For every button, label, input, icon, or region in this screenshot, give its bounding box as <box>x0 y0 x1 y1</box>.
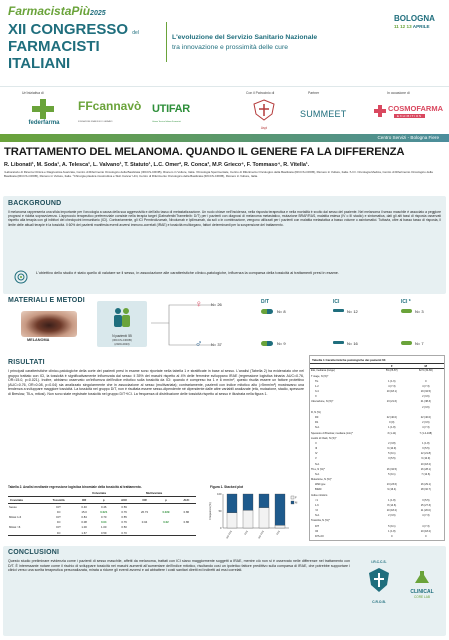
table1-caption: Tabella 1 Caratteristiche patologiche dei pazienti 63 <box>310 356 444 364</box>
table2-cell: ICI <box>56 530 61 535</box>
congress-line2: FARMACISTI <box>8 38 100 55</box>
table1-cell: 1 (1.8) <box>388 426 396 430</box>
utifar-text: UTIFAR <box>152 103 190 115</box>
cosmofarma-text: COSMOFARMA <box>388 104 443 113</box>
bar-F <box>227 513 237 528</box>
table2-cell <box>8 530 42 536</box>
table1-cell: 4 (7.3) <box>422 514 430 518</box>
table1-cell: 9 (16.4) <box>387 488 397 492</box>
table1-cell: Livello di Clark, N (%)* <box>311 436 337 440</box>
col-ici-star-header: ICI * <box>401 299 411 305</box>
table1-cell: 4 (7.3) <box>422 524 430 528</box>
table1-cell: 7 (1.4-108) <box>419 431 433 435</box>
bar-F <box>275 525 285 528</box>
bar-F <box>259 508 269 528</box>
figure1-chart <box>207 490 297 546</box>
table1-cell: 22 (40.0) <box>420 415 431 419</box>
table2-group-header <box>8 491 196 496</box>
x-tick-label: NO TOX <box>257 530 265 540</box>
congress-line1 <box>8 21 139 38</box>
table1-cell: 5 (9.1) <box>388 472 396 476</box>
multivariate-label: Multivariata <box>146 491 163 495</box>
table1-cell: Wild type <box>315 483 326 487</box>
n-upper: N= 26 <box>211 302 222 307</box>
table2-cell <box>177 530 196 536</box>
th-tossicita: Tossicità <box>52 498 65 502</box>
table1-cell: 1 (1.6) <box>388 379 396 383</box>
table1-cell: 10 (18.2) <box>386 509 397 513</box>
table1-cell: 59 (25-87) <box>385 369 398 373</box>
y-tick-label: 100 <box>217 493 222 496</box>
legend-label: F <box>295 495 297 500</box>
col-ici-header: ICI <box>333 299 340 305</box>
clinical-text: CLINICAL <box>410 589 434 595</box>
bar-M <box>259 494 269 508</box>
syringe-icon-1 <box>333 309 344 312</box>
table1-cell: 0 <box>425 379 427 383</box>
table1-cell: 16 (29.1) <box>420 483 431 487</box>
table1-cell: R1 <box>315 421 319 425</box>
table2-cell: 0.70 <box>101 514 107 519</box>
upper-ici-star: N= 3 <box>415 309 424 314</box>
table1-cell: 15 (27.3) <box>420 503 431 507</box>
table2-cell: D/T <box>56 514 61 519</box>
table1-cell: 3 (1-11) <box>387 431 397 435</box>
table1-cell: 0 <box>425 534 427 538</box>
table1-cell: Indice mitotico <box>311 493 328 497</box>
table1-cell: N.d. <box>315 426 320 430</box>
table2-cell: Mitosi 1-6 <box>9 514 22 519</box>
cosmofarma-cross-icon <box>374 105 386 117</box>
irccs-logo <box>361 560 397 630</box>
cosmofarma-sub: EXHIBITION <box>394 114 425 118</box>
table2-cell: Sesso <box>9 504 17 509</box>
n-lower: N= 37 <box>211 342 222 347</box>
table2-cell: 0.84 <box>81 514 87 519</box>
table2-grid <box>8 496 196 536</box>
table2-cell: 26.73 <box>140 509 148 514</box>
congress-title: XII CONGRESSO <box>8 21 129 38</box>
table1-cell: 4 (7.3) <box>422 426 430 430</box>
tagline-1: L'evoluzione del Servizio Sanitario Nazionale <box>172 34 318 41</box>
month: APRILE <box>412 24 430 29</box>
table1-cell: D/T+ICI <box>315 534 324 538</box>
cosmofarma-logo <box>372 101 448 129</box>
background-title: BACKGROUND <box>8 200 62 207</box>
bar-M <box>275 494 285 525</box>
table1-cell: 2 (3.6) <box>388 514 396 518</box>
th-p-multi: p <box>165 498 167 502</box>
table2-cell: 0.59 <box>121 504 127 509</box>
aim-text: L'obiettivo dello studio è stato quello di valutare se il sesso, in associazione alle caratteristiche clinico-patologiche, influenza la comparsa della tossicità ai trattamenti presi in esame. <box>36 271 339 275</box>
melanoma-label: MELANOMA <box>27 338 50 342</box>
table2-cell: 0.08 <box>81 520 87 525</box>
table1-row <box>310 535 444 540</box>
table1-cell: >6 <box>315 509 318 513</box>
table2-cell: 0.55 <box>121 514 127 519</box>
table1-cell: 19 (34.5) <box>420 390 431 394</box>
federfarma-cross-icon <box>32 99 54 119</box>
table2-cell: 0.46 <box>101 504 107 509</box>
table1-cell: D/T <box>315 524 320 528</box>
lower-ici-star: N= 7 <box>415 341 424 346</box>
results-text: I principali caratteristiche clinico-patologiche della corte dei pazienti presi in esame sono riportate nella tabella 1 e stratificate in base al sesso. L'analisi (Tabella 2) ha evidenziato che nel gruppo trattato con ICI, la tossicità è significativamente influenzata dal sesso: il 35% dei maschi rispetto al 4% delle femmine sviluppano IRAE (regressione logistica binaria: AUC=0.76, OR=15.0, p=0.021). Inoltre, abbiamo osservato un'influenza dell'indice mitotico sulla tossicità da ICI: quando è compreso tra 1 e 6 mm/m², questo risulta essere un fattore protettivo (AUC=0.76, OR=0.08, p=0.04) sia analizzato singolarmente che in associazione al sesso (multivariata); contrariamente, pazienti con indice mitotico alto (>5mm/m²) mostravano una tendenza a sviluppare maggiore tossicità. La tossicità nel gruppo D/T, non è risultata essere sesso-dipendente né dipendente dalle altre variabili analizzate (età, mutazione, stadio, spessore di Breslow, TILs, mitosi). Non sono state registrate tossicità nel gruppo D/T+ICI. La frequenza di distribuzione delle tossicità rispetto al sesso è illustrata nella figura 1. <box>8 369 304 396</box>
aspi-logo <box>252 99 276 129</box>
event-dates <box>394 24 430 29</box>
affiliations: ¹Laboratorio di Ricerca Clinica e Diagnostica Avanzata, Centro di Riferimento Oncologico della Basilicata (IRCCS-CROB), Rionero in Vulture, Italia. ²Oncologia Sperimentale, Centro di Riferimento Oncologico della Basilicata (IRCCS-CROB), Rionero in Vulture, Italia. ³U.O. Oncologia Medica, Centro di Riferimento Oncologico della Basilicata (IRCCS-CROB), Rionero in Vulture, Italia. ⁴Chirurgia plastica ricostruttiva e Skin Cancer Unit, Centro di Riferimento Oncologico della Basilicata (IRCCS-CROB), Rionero in Vulture, Italia. <box>4 170 433 178</box>
table1-box <box>309 355 445 541</box>
table1-cell: T stage, N (%)* <box>311 374 329 378</box>
x-tick-label: TOX <box>243 530 249 536</box>
table1-cell: Età, mediana (range) <box>311 369 335 373</box>
clinical-core-lab-logo <box>401 570 443 610</box>
lower-ici: N= 16 <box>347 341 358 346</box>
table1-cell: 2 (3.6) <box>422 421 430 425</box>
table1-th-m: M <box>424 364 428 368</box>
table1-cell: R, N (%) <box>311 410 321 414</box>
y-axis-label: Frequenza (%) <box>209 502 212 520</box>
table1-cell: 5 (9.1) <box>388 524 396 528</box>
table1-cell: Spessore di Breslow, mediana (mm)* <box>311 431 353 435</box>
x-tick-label: TOX <box>275 530 281 536</box>
table1-grid <box>310 364 444 540</box>
summeet-logo: SUMMEET <box>300 109 347 119</box>
table1-cell: 2 (3.6) <box>422 405 430 409</box>
aspi-text: Aspi <box>260 126 268 130</box>
center-label: (IRCCS-CROB) <box>112 338 132 342</box>
table2-cell: Mitosi >6 <box>9 525 21 530</box>
table2-cell: ICI <box>56 520 61 525</box>
table1-cell: 5 (9.1) <box>388 452 396 456</box>
conclusions-title: CONCLUSIONI <box>8 549 60 556</box>
table1-cell: <1 <box>315 498 318 502</box>
pill-icon-2 <box>261 341 273 346</box>
th-auc-multi: AUC <box>183 498 190 502</box>
aim-box <box>8 268 441 288</box>
table2-cell: 0.04 <box>101 520 107 525</box>
aspi-shield-icon <box>252 99 276 121</box>
table1-cell: 21 (38.3) <box>420 400 431 404</box>
table1-cell: 4 (7.3) <box>388 384 396 388</box>
results-title: RISULTATI <box>8 359 45 366</box>
table1-cell: Mutazione, N (%)* <box>311 478 332 482</box>
target-icon <box>14 270 28 284</box>
melanoma-image <box>21 311 77 337</box>
utifar-sub: Unione Tecnica Italiana Farmacisti <box>152 121 181 123</box>
table2-cell: 0.86 <box>183 509 190 514</box>
table1-cell: Tis <box>315 379 319 383</box>
table1-cell: II <box>315 441 317 445</box>
table1-cell: 1 (1.8) <box>422 441 430 445</box>
table2-cell: 0.029 <box>162 509 170 514</box>
table1-cell: X <box>315 395 317 399</box>
cannavo-text: FFcannavò <box>78 99 142 113</box>
table1-cell: 18 (32.7) <box>420 488 431 492</box>
table2-cell: D/T <box>56 504 61 509</box>
syringe-icon-2 <box>333 341 344 344</box>
table2-cell: 0.76 <box>121 520 127 525</box>
table2-cell: 0.40 <box>81 504 87 509</box>
table2-cell: D/T <box>56 525 61 530</box>
bar-M <box>227 494 237 513</box>
male-symbol-icon: ♂ <box>195 339 203 350</box>
header <box>0 0 449 84</box>
combo-icon-1 <box>401 309 412 313</box>
table1-cell: 13 (23.6) <box>386 483 397 487</box>
table1-cell: 6 (10.9) <box>421 457 431 461</box>
table2-header-row <box>8 497 196 504</box>
x-tick-label: NO TOX <box>225 530 233 540</box>
table1-cell: N.d. <box>315 514 320 518</box>
table2-cell <box>155 530 176 536</box>
background-text: Il melanoma rappresenta una sfida importante per l'oncologia a causa della sua aggressività e dell'alto tasso di metastatizzazione. Un ruolo chiave nell'incidenza, nella risposta terapeutica e nella mortalità è svolto dal sesso del paziente. Nel melanoma il sesso maschile è associato a peggiore prognosi e ridotta sopravvivenza. L'approccio terapeutico preferenziale consiste nella terapia target (Dabrafenib/Trametinib: D/T) per i pazienti con diagnosi di melanoma metastatico, mutazione BRAF/RAS, malattia estesa (IV o III stadio) e sintomatica, dati gli alti tassi di risposta osservati rispetto alla terapia con gli inibitori del checkpoint immunitario (ICI). Contrariamente, gli ICI Pembrolizumab, Nivolumab e Ipilimumab, da soli o in combinazione, vengono utilizzati per i pazienti con malattia metastatica a basso volume o asintomatici. Tuttavia, oltre al basso tasso di risposta, il limite delle attuali terapie è la tossicità. Il 60% dei pazienti manifesta eventi avversi immuno-correlati (IRAE) e tossicità multiorgano, fattori determinanti per la sospensione del trattamento. <box>8 210 441 227</box>
brand-name: FarmacistaPiù <box>8 4 91 18</box>
table1-cell: 8 (14.6) <box>387 503 397 507</box>
table2-cell: 0.021 <box>100 509 108 514</box>
crob-emblem-icon <box>368 567 390 593</box>
table2 <box>8 491 196 536</box>
female-symbol-icon: ♀ <box>195 299 203 310</box>
table2-cell: 0.02 <box>163 520 169 525</box>
conclusions-section <box>3 546 446 636</box>
crob-text: C.R.O.B. <box>372 600 386 604</box>
table1-cell: 1-2 <box>315 384 319 388</box>
tagline-2: tra innovazione e prossimità delle cure <box>172 44 288 51</box>
lower-dt: N= 9 <box>277 341 286 346</box>
table1-cell: Ulcerazione, N (%)* <box>311 400 334 404</box>
y-tick-label: 0 <box>220 527 222 530</box>
table2-cell: 15.0 <box>81 509 87 514</box>
col-dt-header: D/T <box>261 299 270 305</box>
table1-cell: R0 <box>315 415 319 419</box>
figure1-caption: Figura 1. Stacked plot <box>210 485 244 489</box>
patronage-label: Con il Patrocinio di <box>246 91 275 95</box>
brand-year: 2025 <box>90 10 106 17</box>
table2-cell: 0.70 <box>121 530 127 535</box>
venue-text: Centro Servizi - Bologna Fiere <box>377 135 439 140</box>
th-auc-uni: AUC <box>121 498 128 502</box>
methods-section <box>3 297 446 353</box>
table1-cell: 13 (21.6) <box>386 400 397 404</box>
table1-cell: IV <box>315 452 318 456</box>
table1-cell: 12 (21.8) <box>420 452 431 456</box>
conclusions-text: Questo studio preliminare evidenzia come i pazienti di sesso maschile, affetti da melanoma, trattati con ICI siano maggiormente soggetti a IRAE, mentre ciò non si è osservato nelle differenze nel trattamento con D/T. È interessante notare come il rischio di sviluppare tossicità nei maschi aumenti all'aumentare dell'indice mitotico, risultando così un ipotetico fattore predittivo sulla comparsa di IRAE, che potrebbe supportare i clinici verso una scelta terapeutica personalizzata, mirata a ridurre gli eventi avversi e ad abbattere i costi sanitari diretti ed indiretti ad essi correlati. <box>8 559 350 573</box>
core-lab-text: CORE LAB <box>413 595 431 599</box>
results-section <box>3 357 446 543</box>
th-covariata: Covariata <box>10 498 23 502</box>
table1-cell: 16 (34.5) <box>386 467 397 471</box>
brand-title <box>8 4 106 18</box>
table1-cell: 2 (3.6) <box>422 395 430 399</box>
congress-line3: ITALIANI <box>8 55 71 72</box>
table1-cell: BRAF <box>315 488 322 492</box>
authors: R. Libonati¹, M. Soda¹, A. Telesca¹, L. Valvano¹, T. Statuto¹, L.C. Omer², R. Conca³, M.P. Grieco⁴, F. Tommaso⁴, R. Vitella¹. <box>4 162 310 168</box>
th-or-multi: OR <box>142 498 147 502</box>
table1-cell: 3 (5.5) <box>422 447 430 451</box>
table2-cell: 0.86 <box>183 520 190 525</box>
table1-cell: 1 (1.8) <box>388 529 396 533</box>
table1-cell: 4 (7.3) <box>422 384 430 388</box>
table1-cell: 7 (12.6) <box>421 472 431 476</box>
table1-cell: 3-4 <box>315 390 319 394</box>
table1-cell: 22 (40.0) <box>386 415 397 419</box>
table1-cell: 3 (5.5) <box>422 498 430 502</box>
th-or-uni: OR <box>82 498 87 502</box>
upper-ici: N= 12 <box>347 309 358 314</box>
occasion-label: In occasione di <box>387 91 410 95</box>
legend-swatch <box>291 501 294 504</box>
lab-flask-icon <box>413 570 431 584</box>
combo-icon-2 <box>401 341 412 345</box>
table1-cell: 3 (5.5) <box>388 457 396 461</box>
legend-swatch <box>291 496 294 499</box>
cannavo-logo <box>78 99 148 129</box>
table1-cell: 2 (3.8) <box>388 441 396 445</box>
table2-row <box>8 530 196 536</box>
cannavo-sub: FONDAZIONE FRANCESCO CANNAVÒ <box>78 121 113 123</box>
table2-cell: 0.50 <box>121 525 127 530</box>
table1-cell: TILs, N (%)* <box>311 467 325 471</box>
table1-cell: 16 (28.1) <box>420 467 431 471</box>
table2-cell: 0.76 <box>121 509 127 514</box>
patients-icon <box>111 306 133 332</box>
sponsor-strip <box>0 86 449 134</box>
table1-cell: 0 (0) <box>389 421 395 425</box>
legend-label: M <box>295 500 298 505</box>
table1-cell: 6 (10.9) <box>387 447 397 451</box>
upper-dt: N= 8 <box>277 309 286 314</box>
federfarma-text: federfarma <box>28 120 60 126</box>
table1-th-f: F <box>390 364 393 368</box>
table1-cell: 11 (20.0) <box>420 509 431 513</box>
background-section <box>3 196 446 294</box>
table2-caption: Tabella 2. Analisi mediante regressione logistica binomiale della tossicità al trattamento. <box>8 485 142 489</box>
poster-title: TRATTAMENTO DEL MELANOMA. QUANDO IL GENERE FA LA DIFFERENZA <box>4 146 405 158</box>
methods-title: MATERIALI E METODI <box>8 297 85 304</box>
table1-cell: 10 (18.1) <box>386 390 397 394</box>
table2-cell: 1.67 <box>81 530 87 535</box>
table1-cell: Tossicità, N (%)* <box>311 519 330 523</box>
table1-cell: V <box>315 457 317 461</box>
table2-cell: ICI <box>56 509 61 514</box>
table1-cell: III <box>315 447 318 451</box>
federfarma-logo <box>22 99 66 129</box>
dates: 11 12 13 <box>394 24 412 29</box>
table1-cell: N.d. <box>315 462 320 466</box>
table1-cell: 10 (18.2) <box>420 529 431 533</box>
n-patients: N pazienti: 55 <box>112 334 132 338</box>
table1-cell: 62.5 (32-86) <box>418 369 433 373</box>
table1-cell: N.d. <box>315 472 320 476</box>
congress-del: del <box>132 30 139 36</box>
th-p-uni: p <box>102 498 105 502</box>
venue-bar <box>0 134 449 142</box>
period-label: (2020-2023) <box>114 342 130 346</box>
univariate-label: Univariata <box>92 491 106 495</box>
table1-cell: 10 (18.2) <box>420 462 431 466</box>
bar-M <box>243 494 253 510</box>
table2-cell: 0.59 <box>101 530 107 535</box>
initiative-label: Un'iniziativa di <box>22 91 44 95</box>
irccs-text: I.R.C.C.S. <box>371 560 387 564</box>
table1-cell: 0 <box>391 534 393 538</box>
partner-label: Partner <box>308 91 320 95</box>
table1-cell: 1 (1.8) <box>388 498 396 502</box>
bar-F <box>243 510 253 528</box>
table2-cell: 0.04 <box>141 520 148 525</box>
table2-cell: 1.00 <box>81 525 87 530</box>
table2-cell <box>134 530 155 536</box>
y-tick-label: 50 <box>218 510 222 513</box>
table1-cell: 1-6 <box>315 503 319 507</box>
city: BOLOGNA <box>394 14 435 23</box>
table2-cell: 1.00 <box>101 525 107 530</box>
utifar-logo <box>152 101 214 129</box>
split-arrows <box>149 297 219 353</box>
table1-cell: ICI <box>315 529 319 533</box>
header-divider <box>166 22 167 62</box>
pill-icon-1 <box>261 309 273 314</box>
